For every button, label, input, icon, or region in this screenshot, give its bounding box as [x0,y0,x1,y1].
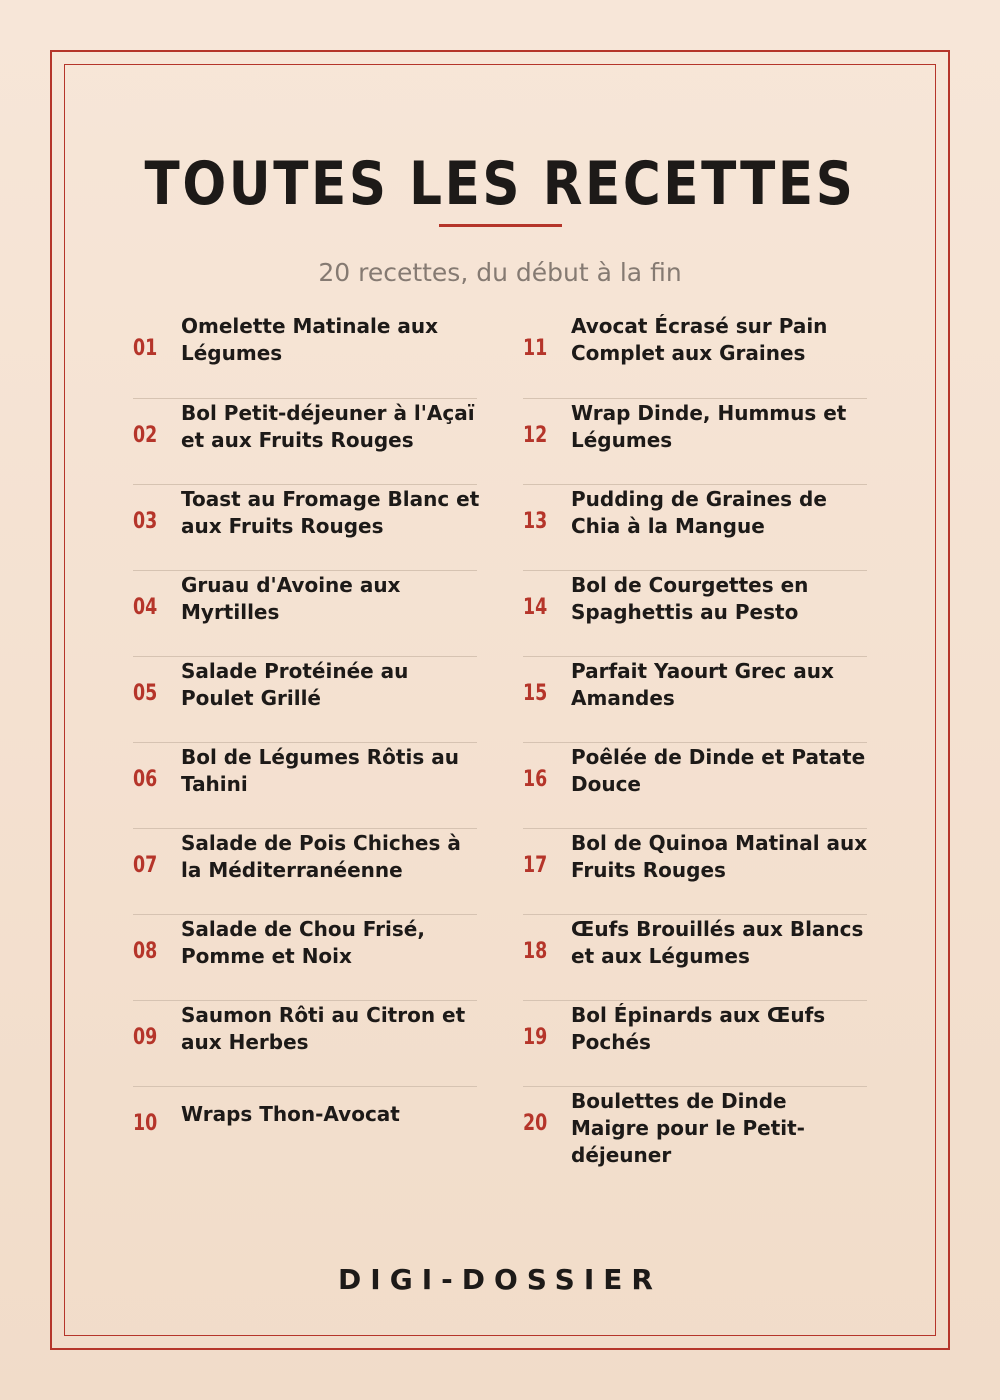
recipe-number: 07 [133,853,158,878]
recipe-number: 13 [523,509,548,534]
recipe-item[interactable] [523,570,867,656]
recipe-item[interactable] [133,828,477,914]
recipe-name: Omelette Matinale aux Légumes [181,314,439,365]
recipe-number: 14 [523,595,548,620]
recipe-name: Gruau d'Avoine aux Myrtilles [181,573,401,624]
recipe-item[interactable] [133,570,477,656]
recipe-item[interactable] [523,1000,867,1086]
recipe-number: 18 [523,939,548,964]
recipe-item[interactable] [523,398,867,484]
recipe-name: Toast au Fromage Blanc et aux Fruits Rouges [181,487,480,538]
recipe-item[interactable] [133,1086,477,1172]
page-title: TOUTES LES RECETTES [144,149,856,219]
page-subtitle: 20 recettes, du début à la fin [318,258,682,287]
recipe-name: Poêlée de Dinde et Patate Douce [571,745,866,796]
recipe-number: 02 [133,423,158,448]
recipe-name: Bol Épinards aux Œufs Pochés [571,1003,826,1054]
recipe-name: Salade de Pois Chiches à la Méditerranéenne [181,831,461,882]
recipe-number: 17 [523,853,548,878]
recipe-number: 16 [523,767,548,792]
recipe-number: 08 [133,939,158,964]
recipe-item[interactable] [133,656,477,742]
recipe-item[interactable] [133,1000,477,1086]
recipe-item[interactable] [523,914,867,1000]
recipe-name: Salade de Chou Frisé, Pomme et Noix [181,917,425,968]
recipe-number: 20 [523,1111,548,1136]
recipe-name: Bol de Courgettes en Spaghettis au Pesto [571,573,809,624]
recipe-item[interactable] [133,398,477,484]
recipe-item[interactable] [133,484,480,570]
recipe-number: 06 [133,767,158,792]
recipe-number: 09 [133,1025,158,1050]
recipe-item[interactable] [523,484,867,570]
recipe-name: Wraps Thon-Avocat [181,1102,400,1126]
recipe-name: Bol de Légumes Rôtis au Tahini [181,745,459,796]
recipe-name: Wrap Dinde, Hummus et Légumes [571,401,847,452]
recipe-number: 04 [133,595,158,620]
recipe-name: Œufs Brouillés aux Blancs et aux Légumes [571,917,864,968]
recipe-name: Bol de Quinoa Matinal aux Fruits Rouges [571,831,868,882]
recipe-number: 12 [523,423,548,448]
recipe-number: 15 [523,681,548,706]
brand-footer: DIGI-DOSSIER [338,1263,662,1296]
recipe-number: 01 [133,336,158,361]
recipe-name: Pudding de Graines de Chia à la Mangue [571,487,827,538]
recipe-name: Avocat Écrasé sur Pain Complet aux Graines [571,314,828,365]
recipe-name: Salade Protéinée au Poulet Grillé [181,659,409,710]
recipe-name: Saumon Rôti au Citron et aux Herbes [181,1003,466,1054]
recipe-number: 05 [133,681,158,706]
recipe-item[interactable] [523,742,867,828]
title-underline [439,224,562,227]
recipe-name: Bol Petit-déjeuner à l'Açaï et aux Fruits Rouges [181,401,475,452]
recipe-item[interactable] [523,1086,867,1172]
recipe-item[interactable] [133,914,477,1000]
recipe-list-left [133,312,480,1172]
recipe-item[interactable] [523,828,867,914]
recipe-item[interactable] [523,312,867,398]
recipe-number: 03 [133,509,158,534]
recipe-list-right [523,312,867,1172]
recipe-number: 11 [523,336,548,361]
recipe-item[interactable] [523,656,867,742]
recipe-item[interactable] [133,312,477,398]
recipe-number: 10 [133,1111,158,1136]
recipe-number: 19 [523,1025,548,1050]
recipe-name: Parfait Yaourt Grec aux Amandes [571,659,834,710]
recipe-item[interactable] [133,742,477,828]
recipe-name: Boulettes de Dinde Maigre pour le Petit-déjeuner [571,1089,805,1167]
